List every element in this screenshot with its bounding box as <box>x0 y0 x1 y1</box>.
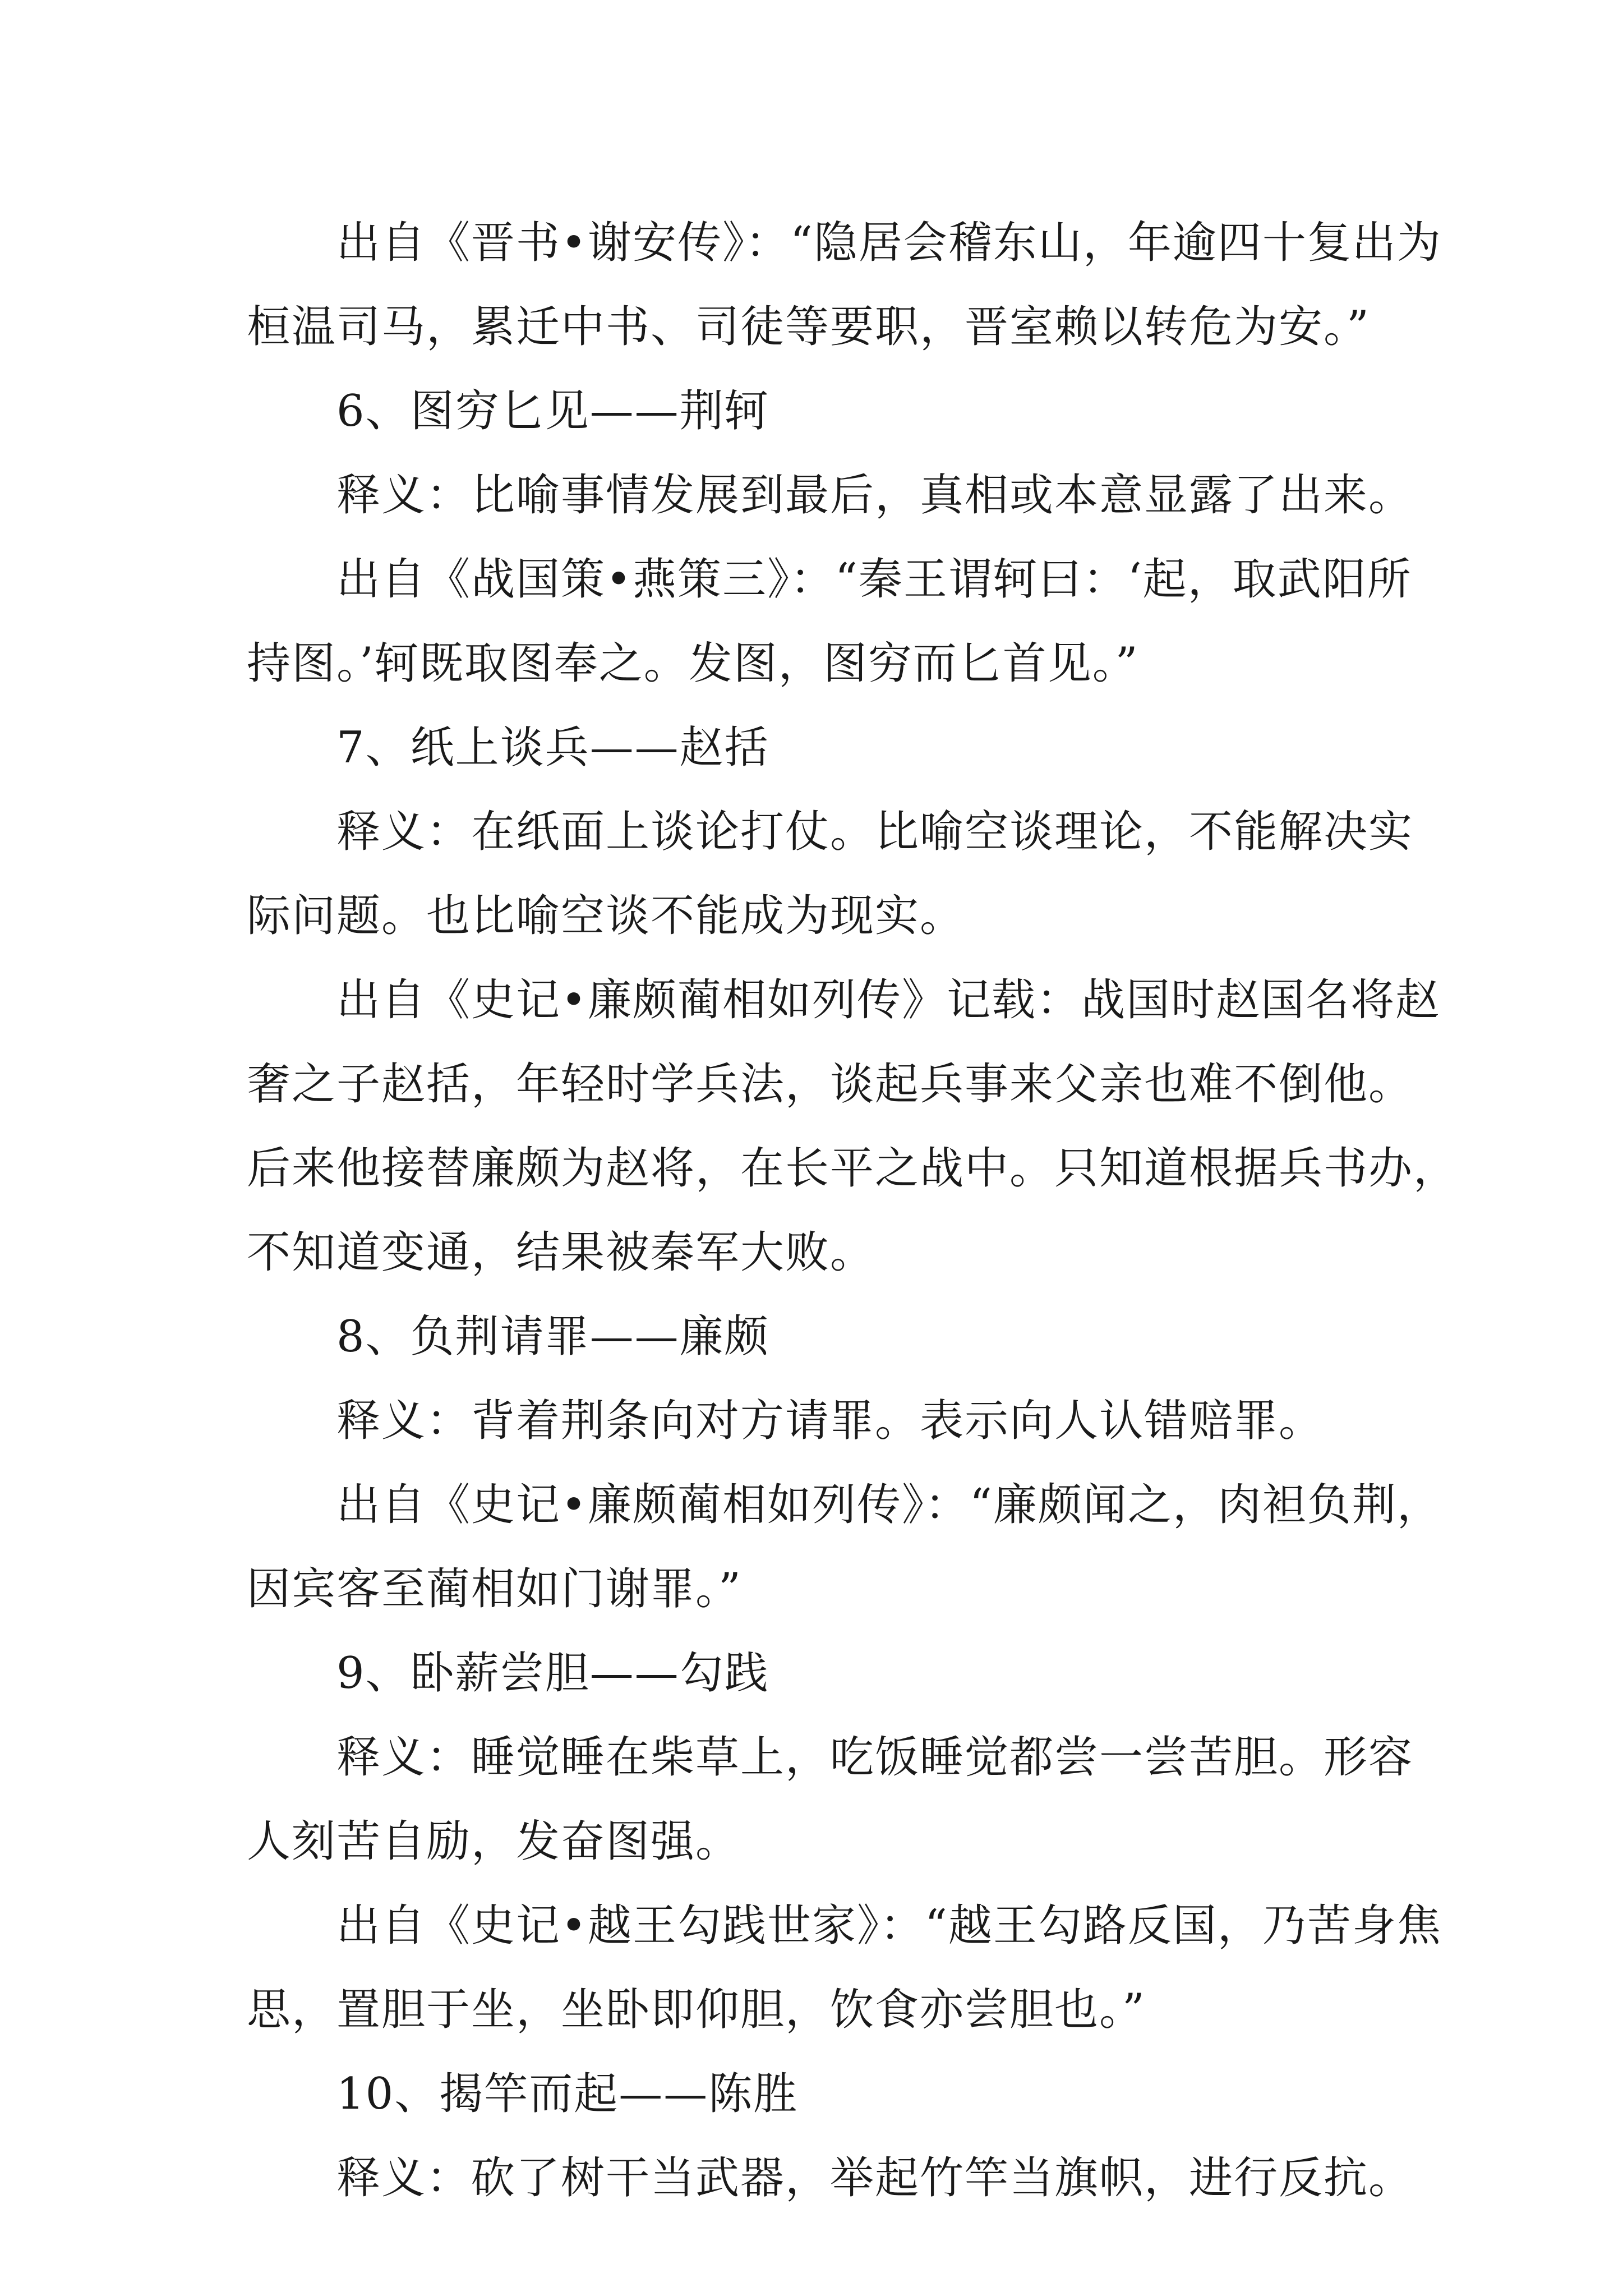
text-line: 持图。’轲既取图奉之。发图，图穷而匕首见。” <box>247 638 1139 689</box>
source-line: 出自《史记•廉颇蔺相如列传》：“廉颇闻之，肉袒负荆， <box>336 1480 1442 1530</box>
source-line: 出自《战国策•燕策三》：“秦王谓轲曰：‘起，取武阳所 <box>336 554 1412 605</box>
text-line: 出自《晋书•谢安传》：“隐居会稽东山，年逾四十复出为 <box>336 218 1442 268</box>
source-line: 出自《史记•越王勾践世家》：“越王勾路反国，乃苦身焦 <box>336 1901 1442 1951</box>
text-line: 桓温司马，累迁中书、司徒等要职，晋室赖以转危为安。” <box>247 302 1370 352</box>
definition-line: 释义：比喻事情发展到最后，真相或本意显露了出来。 <box>336 470 1414 521</box>
text-line: 人刻苦自励，发奋图强。 <box>247 1816 741 1867</box>
idiom-heading: 7、纸上谈兵——赵括 <box>336 723 769 773</box>
definition-line: 释义：睡觉睡在柴草上，吃饭睡觉都尝一尝苦胆。形容 <box>336 1732 1414 1783</box>
definition-line: 释义：砍了树干当武器，举起竹竿当旗帜，进行反抗。 <box>336 2153 1414 2203</box>
text-line: 因宾客至蔺相如门谢罪。” <box>247 1564 742 1614</box>
text-line: 际问题。也比喻空谈不能成为现实。 <box>247 891 965 941</box>
text-line: 思，置胆于坐，坐卧即仰胆，饮食亦尝胆也。” <box>247 1985 1146 2035</box>
source-line: 出自《史记•廉颇蔺相如列传》记载：战国时赵国名将赵 <box>336 975 1441 1025</box>
idiom-heading: 9、卧薪尝胆——勾践 <box>336 1648 769 1699</box>
text-line: 不知道变通，结果被秦军大败。 <box>247 1227 875 1278</box>
text-line: 后来他接替廉颇为赵将，在长平之战中。只知道根据兵书办， <box>247 1143 1459 1194</box>
idiom-heading: 10、揭竿而起——陈胜 <box>336 2069 799 2119</box>
definition-line: 释义：在纸面上谈论打仗。比喻空谈理论，不能解决实 <box>336 807 1414 857</box>
idiom-heading: 8、负荆请罪——廉颇 <box>336 1312 769 1362</box>
idiom-heading: 6、图穷匕见——荆轲 <box>336 386 769 436</box>
definition-line: 释义：背着荆条向对方请罪。表示向人认错赔罪。 <box>336 1396 1324 1446</box>
text-line: 奢之子赵括，年轻时学兵法，谈起兵事来父亲也难不倒他。 <box>247 1059 1414 1110</box>
